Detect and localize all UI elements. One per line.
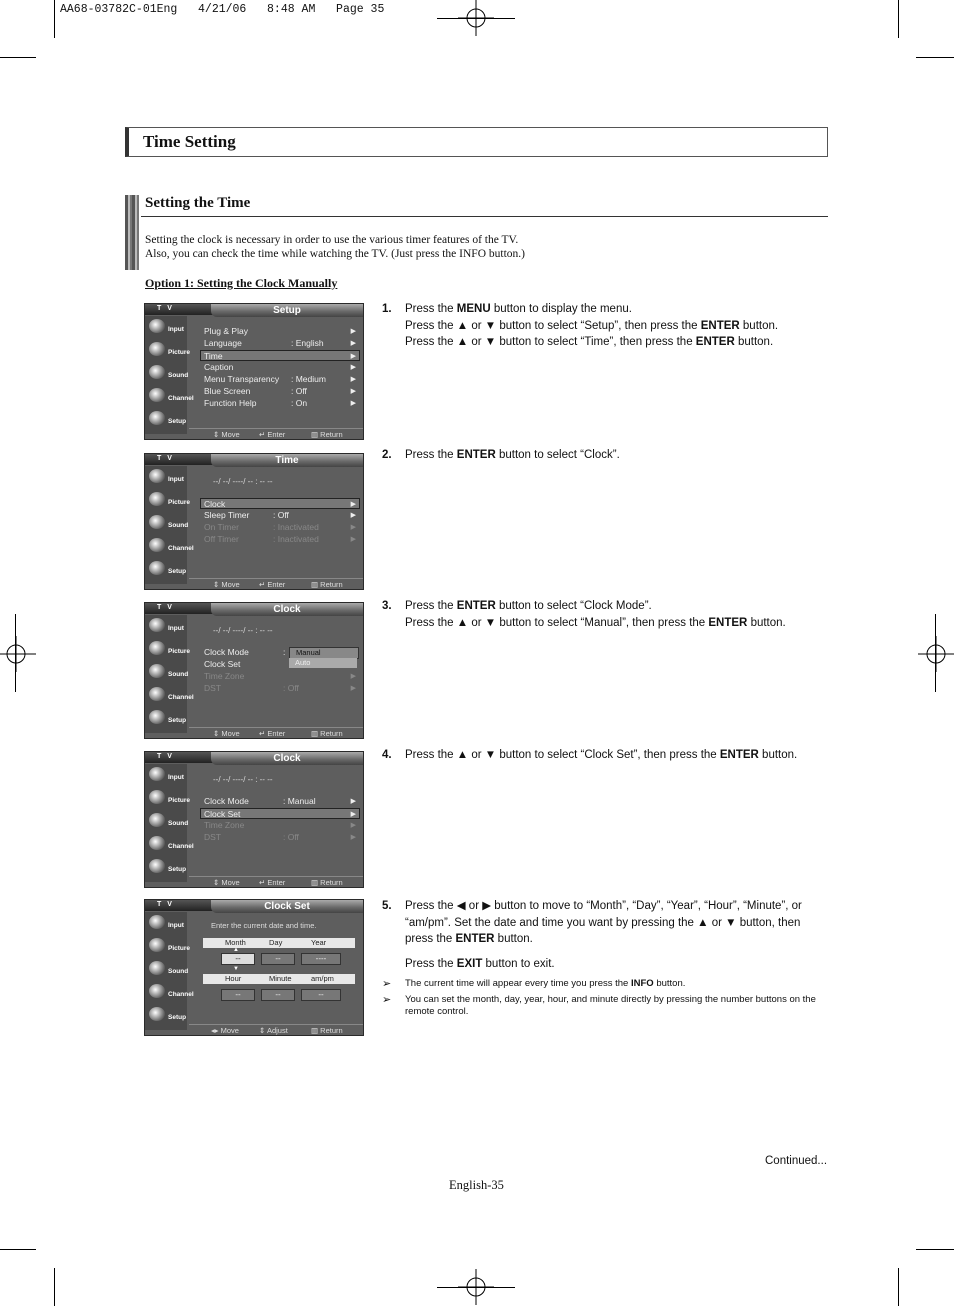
menu-row-label: DST (204, 832, 221, 842)
setup-icon (149, 859, 165, 873)
note-text: You can set the month, day, year, hour, and minute directly by pressing the number buttons on the remote control. (405, 994, 816, 1017)
menu-row (201, 671, 359, 682)
menu-row (201, 832, 359, 843)
sidebar-item-label: Picture (168, 499, 191, 506)
step-3 (382, 598, 832, 634)
intro-text (145, 233, 785, 261)
exit-line: Press the EXIT button to exit. (405, 957, 555, 970)
step-text (405, 598, 825, 631)
tv-menu-clock-set-entry (144, 899, 364, 1036)
sound-icon (149, 813, 165, 827)
picture-icon (149, 790, 165, 804)
crop-mark (0, 1249, 36, 1250)
footer-label: Return (320, 729, 343, 738)
footer-move (213, 580, 240, 589)
sidebar-item-setup (147, 857, 187, 877)
return-icon: ▥ (311, 430, 321, 439)
sidebar-item-label: Input (168, 326, 184, 333)
footer-label: Enter (267, 729, 286, 738)
footer-label: Move (221, 430, 240, 439)
clock-set-prompt: Enter the current date and time. (211, 921, 317, 930)
tv-menu-clock-mode (144, 602, 364, 739)
field-header-row (203, 974, 355, 984)
menu-row-value: : Inactivated (273, 522, 319, 532)
sidebar-item-label: Channel (168, 991, 194, 998)
footer-label: Enter (267, 430, 286, 439)
channel-icon (149, 687, 165, 701)
menu-sidebar (145, 615, 194, 733)
setup-icon (149, 1007, 165, 1021)
footer-label: Adjust (266, 1026, 288, 1035)
setup-icon (149, 411, 165, 425)
crop-mark (54, 0, 55, 38)
section-title: Setting the Time (145, 195, 251, 211)
footer-enter (259, 580, 285, 589)
chevron-right-icon: ▶ (350, 822, 356, 829)
input-icon (149, 319, 165, 333)
menu-row (200, 350, 360, 361)
current-time-readout: --/ --/ ----/ -- : -- -- (213, 775, 273, 784)
return-icon: ▥ (311, 1026, 321, 1035)
footer-label: Move (221, 729, 240, 738)
menu-row-label: DST (204, 683, 221, 693)
field-value-box: ---- (301, 953, 341, 965)
menu-row-label: Clock Mode (204, 647, 249, 657)
channel-icon (149, 984, 165, 998)
menu-row (200, 808, 360, 819)
sidebar-item-label: Channel (168, 395, 194, 402)
sidebar-item-label: Sound (168, 522, 189, 529)
footer-move (213, 878, 240, 887)
intro-line: Also, you can check the time while watching the TV. (Just press the INFO button.) (145, 248, 525, 260)
menu-row (201, 374, 359, 385)
footer-label: Move (220, 1026, 239, 1035)
sidebar-item-label: Picture (168, 797, 191, 804)
sidebar-item-label: Channel (168, 694, 194, 701)
registration-mark-icon (458, 0, 494, 36)
step-line: Press the ENTER button to select “Clock”. (405, 449, 620, 461)
field-value-box: -- (221, 953, 255, 965)
menu-row-value: : Manual (283, 796, 316, 806)
chevron-right-icon: ▶ (350, 512, 356, 519)
menu-row-label: Blue Screen (204, 386, 251, 396)
menu-row (201, 534, 359, 545)
updown-icon: ⇕ (213, 729, 222, 738)
sidebar-item-channel (147, 685, 194, 705)
input-icon (149, 618, 165, 632)
step-text (405, 898, 825, 972)
menu-row-value: : Off (283, 683, 299, 693)
sidebar-item-label: Input (168, 774, 184, 781)
sidebar-item-label: Input (168, 476, 184, 483)
registration-mark-icon (458, 1269, 494, 1305)
sidebar-item-picture (147, 936, 191, 956)
note-number-buttons (382, 994, 832, 1022)
menu-row (200, 498, 360, 509)
chevron-right-icon: ▶ (350, 685, 356, 692)
step-number: 4. (382, 749, 392, 761)
menu-row (201, 510, 359, 521)
section-divider (141, 216, 828, 217)
footer-label: Move (221, 878, 240, 887)
chevron-right-icon: ▶ (350, 400, 356, 407)
footer-label: Enter (267, 878, 286, 887)
field-header: Hour (225, 974, 242, 983)
menu-row-label: Sleep Timer (204, 510, 250, 520)
sidebar-item-sound (147, 662, 187, 682)
note-info (382, 978, 832, 992)
menu-content (189, 318, 361, 426)
menu-content (189, 468, 361, 576)
crop-mark (898, 1268, 899, 1306)
step-4 (382, 747, 832, 767)
menu-row-value: : Off (283, 832, 299, 842)
clock-mode-option: Auto (289, 658, 357, 668)
step-line: Press the ▲ or ▼ button to select “Manual”, then press the ENTER button. (405, 616, 786, 629)
clock-mode-option: Manual (289, 647, 359, 659)
step-1 (382, 301, 832, 361)
chevron-right-icon: ▶ (350, 811, 356, 818)
tv-label: T V (157, 455, 174, 462)
note-arrow-icon: ➢ (382, 994, 392, 1006)
footer-return (311, 878, 343, 887)
chevron-right-icon: ▶ (350, 673, 356, 680)
menu-sidebar (145, 764, 194, 882)
field-header: Year (311, 938, 327, 947)
menu-content (189, 914, 361, 1022)
sidebar-item-label: Sound (168, 968, 189, 975)
sidebar-item-channel (147, 386, 194, 406)
menu-footer (189, 1024, 363, 1036)
field-value-box: -- (301, 989, 341, 1001)
menu-row-value: : Off (273, 510, 289, 520)
sidebar-item-picture (147, 490, 191, 510)
field-value-box: -- (221, 989, 255, 1001)
chevron-right-icon: ▶ (350, 376, 356, 383)
print-slug: AA68-03782C-01Eng 4/21/06 8:48 AM Page 35 (60, 3, 385, 16)
step-text (405, 747, 825, 764)
setup-icon (149, 561, 165, 575)
menu-row-label: Clock Set (204, 809, 241, 819)
menu-row-label: Clock (204, 499, 226, 509)
step-line: Press the MENU button to display the menu. (405, 303, 632, 315)
menu-row-label: Plug & Play (204, 326, 248, 336)
sidebar-item-label: Picture (168, 648, 191, 655)
footer-label: Return (320, 878, 343, 887)
footer-adjust (259, 1026, 288, 1035)
field-value-box: -- (261, 953, 295, 965)
field-header: Day (269, 938, 283, 947)
page-title: Time Setting (143, 132, 236, 151)
enter-icon: ↵ (259, 729, 268, 738)
sidebar-item-setup (147, 1005, 187, 1025)
chevron-right-icon: ▶ (350, 524, 356, 531)
sidebar-item-input (147, 317, 187, 337)
sidebar-item-label: Input (168, 922, 184, 929)
section-bar (125, 195, 139, 270)
menu-sidebar (145, 316, 194, 434)
step-5 (382, 898, 832, 973)
leftright-icon: ◂▸ (211, 1026, 221, 1035)
updown-icon: ⇕ (213, 580, 222, 589)
channel-icon (149, 388, 165, 402)
footer-move (211, 1026, 239, 1035)
updown-icon: ⇕ (213, 430, 222, 439)
option-title: Option 1: Setting the Clock Manually (145, 276, 338, 290)
note-arrow-icon: ➢ (382, 978, 392, 990)
note-text: The current time will appear every time you press the INFO button. (405, 978, 686, 989)
field-header: am/pm (311, 974, 334, 983)
chevron-right-icon: ▶ (350, 340, 356, 347)
tv-label: T V (157, 604, 174, 611)
step-number: 1. (382, 303, 392, 315)
menu-row (201, 398, 359, 409)
menu-footer (189, 876, 363, 888)
menu-row (201, 386, 359, 397)
tv-menu-time (144, 453, 364, 590)
footer-return (311, 430, 343, 439)
menu-sidebar (145, 912, 194, 1030)
chevron-right-icon: ▶ (350, 388, 356, 395)
menu-row-label: Clock Mode (204, 796, 249, 806)
menu-row-value: : On (291, 398, 308, 408)
sidebar-item-label: Setup (168, 418, 187, 425)
updown-icon: ⇕ (259, 1026, 267, 1035)
step-line: Press the ◀ or ▶ button to move to “Month”, “Day”, “Year”, “Hour”, “Minute”, or “am/pm”. Set the date and time you want by pressing the ▲ or ▼ button, then press the ENTER button. (405, 900, 802, 945)
channel-icon (149, 538, 165, 552)
sidebar-item-sound (147, 513, 187, 533)
menu-row-value: : Off (291, 386, 307, 396)
up-arrow-icon: ▲ (233, 947, 239, 953)
channel-icon (149, 836, 165, 850)
menu-row-label: Language (204, 338, 242, 348)
menu-content (189, 766, 361, 874)
footer-enter (259, 878, 285, 887)
field-value-box: -- (261, 989, 295, 1001)
chevron-right-icon: ▶ (350, 834, 356, 841)
menu-row-value: : English (291, 338, 324, 348)
step-number: 3. (382, 600, 392, 612)
sidebar-item-label: Setup (168, 717, 187, 724)
menu-row (201, 820, 359, 831)
menu-footer (189, 428, 363, 440)
intro-line: Setting the clock is necessary in order to use the various timer features of the TV. (145, 234, 519, 246)
menu-title: Time (211, 454, 363, 467)
chevron-right-icon: ▶ (350, 536, 356, 543)
menu-title: Clock Set (211, 900, 363, 913)
updown-icon: ⇕ (213, 878, 222, 887)
menu-row-label: Off Timer (204, 534, 239, 544)
tv-label: T V (157, 305, 174, 312)
sidebar-item-picture (147, 788, 191, 808)
sidebar-item-label: Picture (168, 945, 191, 952)
step-line: Press the ▲ or ▼ button to select “Time”, then press the ENTER button. (405, 336, 774, 348)
menu-row-label: Clock Set (204, 659, 241, 669)
menu-row (201, 683, 359, 694)
page-title-box (125, 127, 828, 157)
sidebar-item-label: Input (168, 625, 184, 632)
current-time-readout: --/ --/ ----/ -- : -- -- (213, 477, 273, 486)
sidebar-item-label: Setup (168, 866, 187, 873)
input-icon (149, 767, 165, 781)
tv-label: T V (157, 901, 174, 908)
chevron-right-icon: ▶ (350, 353, 356, 360)
sidebar-item-label: Setup (168, 568, 187, 575)
footer-return (311, 729, 343, 738)
step-line: Press the ▲ or ▼ button to select “Setup”, then press the ENTER button. (405, 319, 779, 332)
menu-title: Setup (211, 304, 363, 317)
sound-icon (149, 365, 165, 379)
step-number: 2. (382, 449, 392, 461)
sidebar-item-setup (147, 409, 187, 429)
footer-return (311, 1026, 343, 1035)
sidebar-item-sound (147, 811, 187, 831)
menu-row-value: : (283, 647, 286, 657)
sound-icon (149, 664, 165, 678)
menu-row (201, 338, 359, 349)
menu-footer (189, 578, 363, 590)
sidebar-item-label: Sound (168, 820, 189, 827)
sidebar-item-input (147, 913, 187, 933)
menu-title: Clock (211, 752, 363, 765)
sidebar-item-input (147, 616, 187, 636)
menu-row (201, 362, 359, 373)
menu-row-label: Time (204, 351, 223, 361)
chevron-right-icon: ▶ (350, 798, 356, 805)
sidebar-item-channel (147, 982, 194, 1002)
step-2 (382, 447, 832, 467)
enter-icon: ↵ (259, 580, 268, 589)
sidebar-item-label: Sound (168, 372, 189, 379)
enter-icon: ↵ (259, 430, 268, 439)
sidebar-item-label: Setup (168, 1014, 187, 1021)
field-header: Month (225, 938, 246, 947)
menu-sidebar (145, 466, 194, 584)
registration-mark-icon (0, 636, 36, 672)
chevron-right-icon: ▶ (350, 364, 356, 371)
current-time-readout: --/ --/ ----/ -- : -- -- (213, 626, 273, 635)
sidebar-item-setup (147, 708, 187, 728)
menu-row (201, 326, 359, 337)
footer-enter (259, 729, 285, 738)
step-number: 5. (382, 900, 392, 912)
menu-row-label: Time Zone (204, 671, 245, 681)
sidebar-item-input (147, 765, 187, 785)
continued-label: Continued... (765, 1155, 828, 1167)
sidebar-item-picture (147, 340, 191, 360)
sidebar-item-channel (147, 834, 194, 854)
step-text (405, 447, 825, 464)
chevron-right-icon: ▶ (350, 328, 356, 335)
return-icon: ▥ (311, 878, 321, 887)
crop-mark (54, 1268, 55, 1306)
step-text (405, 301, 825, 351)
footer-move (213, 729, 240, 738)
picture-icon (149, 342, 165, 356)
footer-enter (259, 430, 285, 439)
sound-icon (149, 515, 165, 529)
sound-icon (149, 961, 165, 975)
menu-row (201, 796, 359, 807)
return-icon: ▥ (311, 580, 321, 589)
footer-label: Return (320, 1026, 343, 1035)
menu-content (189, 617, 361, 725)
menu-row-value: : Inactivated (273, 534, 319, 544)
down-arrow-icon: ▼ (233, 966, 239, 972)
sidebar-item-label: Channel (168, 545, 194, 552)
footer-label: Return (320, 430, 343, 439)
step-line: Press the ▲ or ▼ button to select “Clock Set”, then press the ENTER button. (405, 749, 798, 761)
chevron-right-icon: ▶ (350, 501, 356, 508)
menu-row-label: On Timer (204, 522, 239, 532)
sidebar-item-picture (147, 639, 191, 659)
crop-mark (916, 57, 954, 58)
sidebar-item-input (147, 467, 187, 487)
menu-title: Clock (211, 603, 363, 616)
crop-mark (0, 57, 36, 58)
footer-move (213, 430, 240, 439)
picture-icon (149, 492, 165, 506)
menu-row-label: Menu Transparency (204, 374, 280, 384)
registration-mark-icon (918, 636, 954, 672)
crop-mark (916, 1249, 954, 1250)
menu-footer (189, 727, 363, 739)
input-icon (149, 915, 165, 929)
field-header: Minute (269, 974, 292, 983)
tv-label: T V (157, 753, 174, 760)
picture-icon (149, 641, 165, 655)
tv-menu-clock-set (144, 751, 364, 888)
sidebar-item-label: Channel (168, 843, 194, 850)
menu-row-label: Caption (204, 362, 234, 372)
sidebar-item-channel (147, 536, 194, 556)
sidebar-item-sound (147, 959, 187, 979)
footer-label: Move (221, 580, 240, 589)
field-header-row (203, 938, 355, 948)
footer-return (311, 580, 343, 589)
step-line: Press the ENTER button to select “Clock Mode”. (405, 600, 652, 612)
menu-row-label: Function Help (204, 398, 257, 408)
page-number: English-35 (449, 1178, 504, 1192)
setup-icon (149, 710, 165, 724)
menu-row-value: : Medium (291, 374, 326, 384)
sidebar-item-setup (147, 559, 187, 579)
return-icon: ▥ (311, 729, 321, 738)
footer-label: Return (320, 580, 343, 589)
sidebar-item-sound (147, 363, 187, 383)
input-icon (149, 469, 165, 483)
enter-icon: ↵ (259, 878, 268, 887)
menu-row-label: Time Zone (204, 820, 245, 830)
picture-icon (149, 938, 165, 952)
footer-label: Enter (267, 580, 286, 589)
tv-menu-setup (144, 303, 364, 440)
menu-row (201, 522, 359, 533)
crop-mark (898, 0, 899, 38)
sidebar-item-label: Sound (168, 671, 189, 678)
sidebar-item-label: Picture (168, 349, 191, 356)
